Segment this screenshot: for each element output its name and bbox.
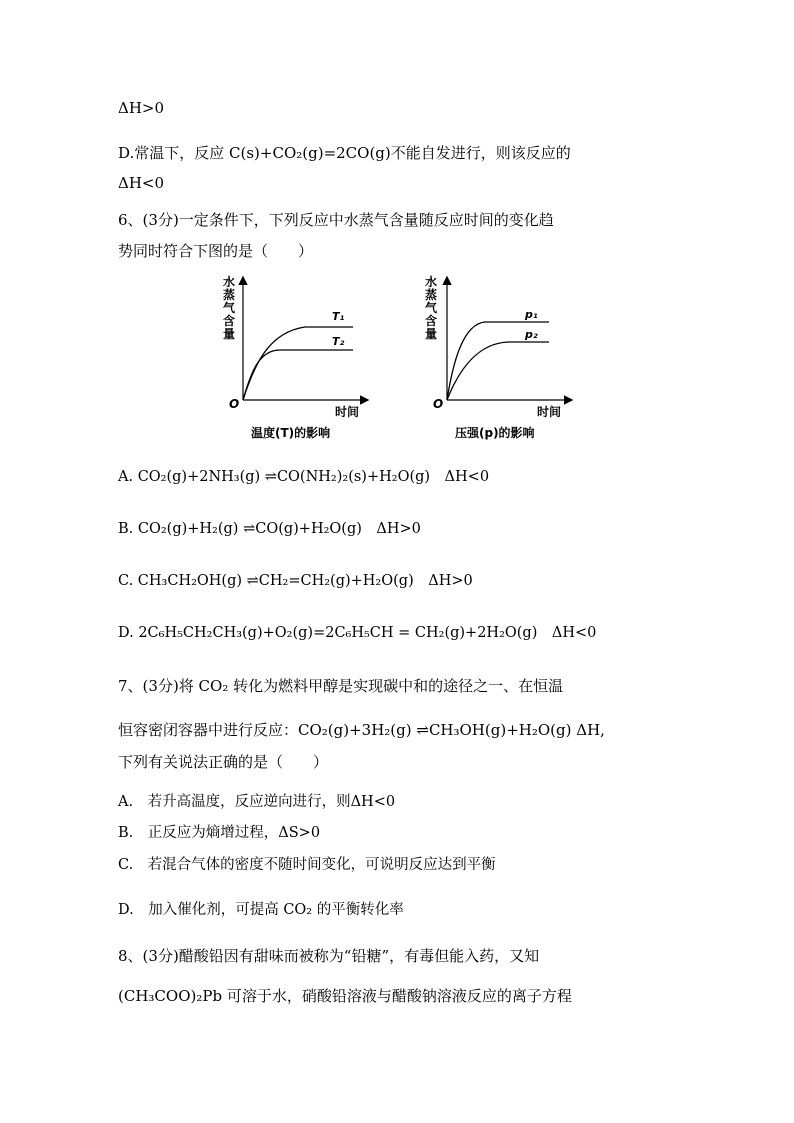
option-d: D. 加入催化剂，可提高 CO₂ 的平衡转化率	[118, 902, 404, 918]
y-label-char: 含	[425, 314, 438, 328]
text-line: ΔH>0	[118, 99, 165, 117]
origin-label: O	[229, 397, 240, 411]
y-label-char: 含	[223, 314, 236, 328]
question-6-figure	[215, 272, 595, 447]
caption: 压强(p)的影响	[455, 426, 535, 440]
temperature-graph	[223, 274, 367, 440]
y-label-char: 气	[425, 301, 438, 315]
curve-label-p2: p₂	[525, 328, 538, 341]
y-label-char: 蒸	[425, 288, 438, 302]
y-label-char: 水	[425, 275, 438, 289]
option-a: A. CO₂(g)+2NH₃(g) ⇌CO(NH₂)₂(s)+H₂O(g) ΔH<0	[118, 469, 490, 485]
question-6-stem: 6、(3分)一定条件下，下列反应中水蒸气含量随反应时间的变化趋	[118, 211, 554, 229]
question-7-stem: 恒容密闭容器中进行反应：CO₂(g)+3H₂(g) ⇌CH₃OH(g)+H₂O(g) ΔH,	[118, 721, 605, 739]
question-7-stem: 下列有关说法正确的是（ ）	[118, 753, 329, 771]
option-c: C. 若混合气体的密度不随时间变化，可说明反应达到平衡	[118, 857, 496, 873]
option-a: A. 若升高温度，反应逆向进行，则ΔH<0	[118, 794, 396, 810]
option-b: B. CO₂(g)+H₂(g) ⇌CO(g)+H₂O(g) ΔH>0	[118, 521, 421, 537]
curve-label-t1: T₁	[332, 310, 345, 323]
y-label-char: 量	[223, 327, 236, 341]
question-7-stem: 7、(3分)将 CO₂ 转化为燃料甲醇是实现碳中和的途径之一、在恒温	[118, 677, 564, 695]
curve-p2	[447, 342, 549, 400]
curve-t2	[243, 350, 353, 400]
y-label-char: 蒸	[223, 288, 236, 302]
pressure-graph	[425, 274, 571, 440]
text-line: D.常温下，反应 C(s)+CO₂(g)=2CO(g)不能自发进行，则该反应的	[118, 144, 571, 162]
origin-label: O	[433, 397, 444, 411]
y-label-char: 量	[425, 327, 438, 341]
x-axis-label: 时间	[335, 405, 360, 419]
question-8-stem: 8、(3分)醋酸铅因有甜味而被称为“铅糖”，有毒但能入药，又知	[118, 947, 540, 965]
curve-label-t2: T₂	[332, 335, 345, 348]
y-label-char: 气	[223, 301, 236, 315]
question-6-stem: 势同时符合下图的是（ ）	[118, 242, 314, 260]
curve-label-p1: p₁	[525, 308, 538, 321]
caption: 温度(T)的影响	[251, 426, 331, 440]
text-line: ΔH<0	[118, 174, 165, 192]
option-d: D. 2C₆H₅CH₂CH₃(g)+O₂(g)=2C₆H₅CH = CH₂(g)+2H₂O(g) ΔH<0	[118, 625, 597, 641]
option-c: C. CH₃CH₂OH(g) ⇌CH₂=CH₂(g)+H₂O(g) ΔH>0	[118, 573, 473, 589]
option-b: B. 正反应为熵增过程，ΔS>0	[118, 825, 321, 841]
x-axis-label: 时间	[537, 405, 562, 419]
question-8-stem: (CH₃COO)₂Pb 可溶于水，硝酸铅溶液与醋酸钠溶液反应的离子方程	[118, 987, 572, 1005]
y-label-char: 水	[223, 275, 236, 289]
